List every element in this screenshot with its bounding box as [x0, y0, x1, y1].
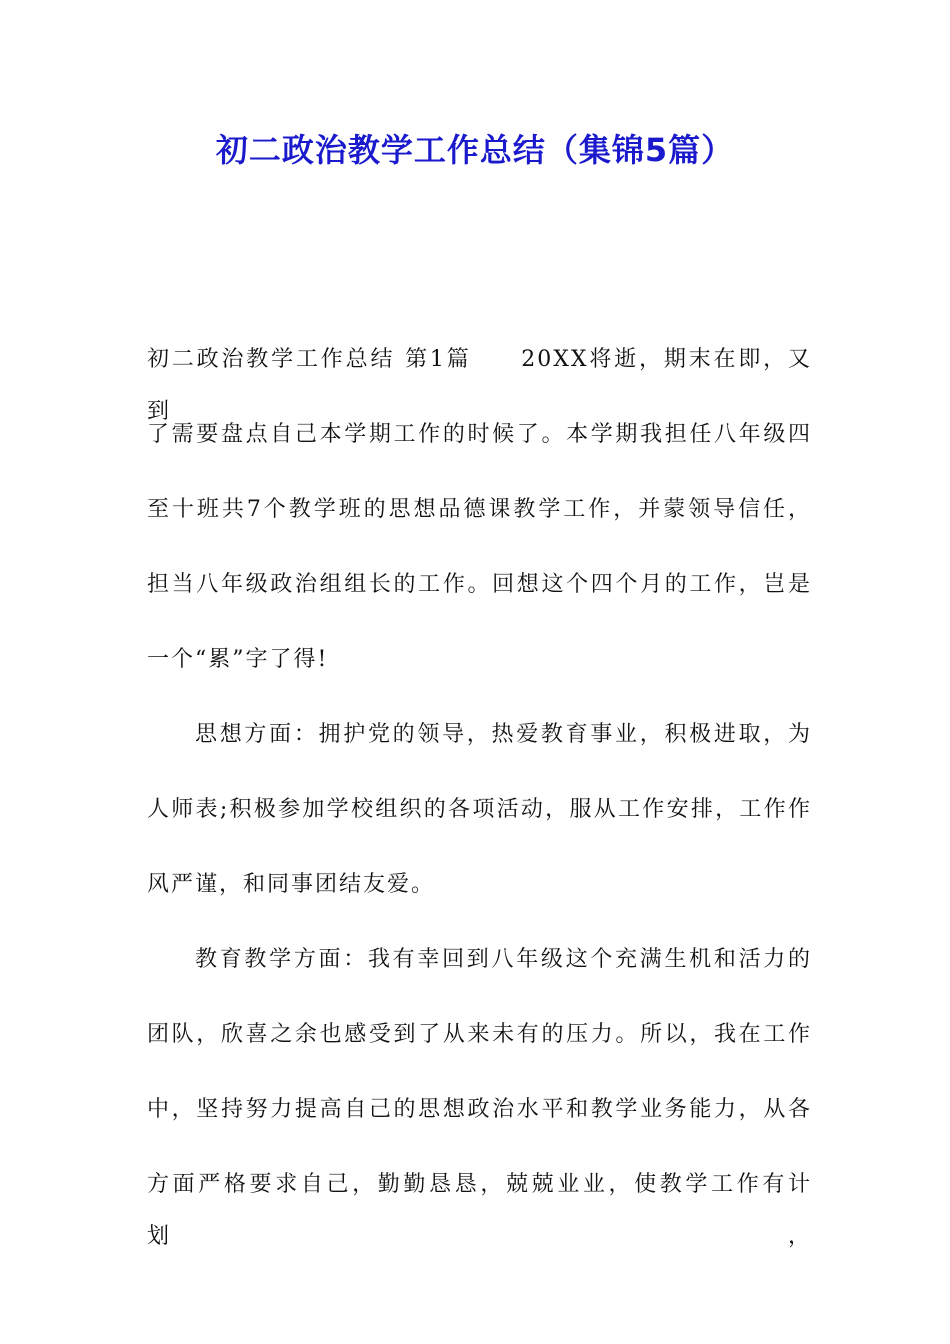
- body-line: 至十班共7个教学班的思想品德课教学工作，并蒙领导信任，: [147, 497, 812, 522]
- body-line: 初二政治教学工作总结 第1篇 20XX将逝，期末在即，又到: [147, 347, 812, 424]
- body-line: 风严谨，和同事团结友爱。: [147, 872, 436, 897]
- body-line: 人师表;积极参加学校组织的各项活动，服从工作安排，工作作: [147, 797, 812, 822]
- body-line: 思想方面：拥护党的领导，热爱教育事业，积极进取，为: [195, 722, 812, 747]
- body-line: 了需要盘点自己本学期工作的时候了。本学期我担任八年级四: [147, 422, 812, 447]
- body-line: 一个“累”字了得!: [147, 647, 329, 672]
- document-body: [147, 334, 812, 1249]
- body-line: 中，坚持努力提高自己的思想政治水平和教学业务能力，从各: [147, 1097, 812, 1122]
- body-line: 担当八年级政治组组长的工作。回想这个四个月的工作，岂是: [147, 572, 812, 597]
- document-title: 初二政治教学工作总结（集锦5篇）: [215, 131, 735, 169]
- body-line: 团队，欣喜之余也感受到了从来未有的压力。所以，我在工作: [147, 1022, 812, 1047]
- body-line: 方面严格要求自己，勤勤恳恳，兢兢业业，使教学工作有计划，: [147, 1172, 812, 1249]
- body-line: 教育教学方面：我有幸回到八年级这个充满生机和活力的: [195, 947, 812, 972]
